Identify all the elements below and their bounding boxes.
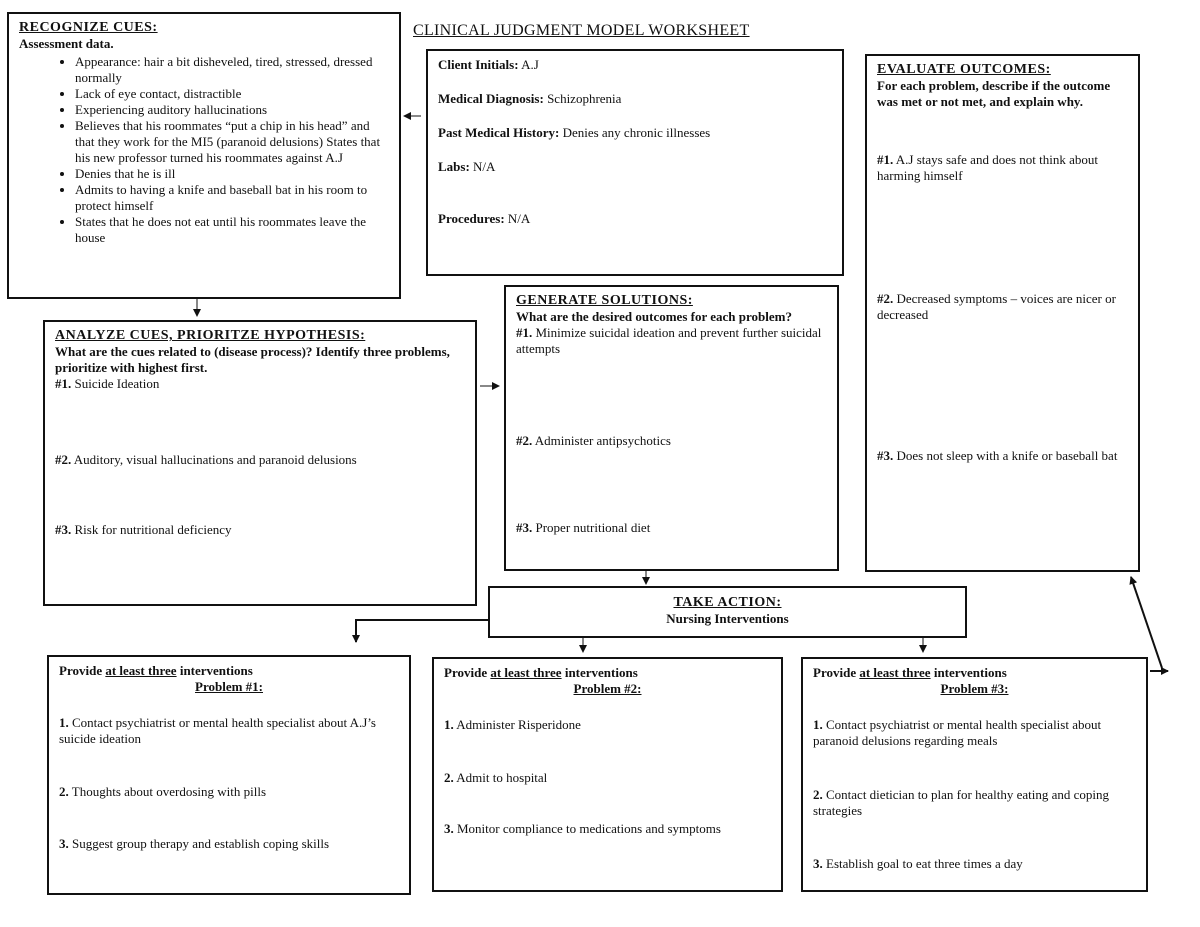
- analyze-item-3: [55, 522, 465, 538]
- intervention-item: [444, 717, 771, 733]
- page-title: CLINICAL JUDGMENT MODEL WORKSHEET: [413, 22, 750, 39]
- list-item: • Admits to having a knife and baseball bat in his room to protect himself: [75, 182, 389, 214]
- item-number: #1.: [877, 152, 894, 167]
- intervention-item: [813, 787, 1136, 819]
- item-text: Risk for nutritional deficiency: [74, 522, 232, 537]
- medical-diagnosis-row: [438, 91, 832, 107]
- assessment-list: [19, 54, 389, 246]
- item-text: Monitor compliance to medications and symptoms: [457, 821, 721, 836]
- item-number: 2.: [813, 787, 823, 802]
- analyze-question: What are the cues related to (disease process)? Identify three problems, prioritize with highest first.: [55, 344, 450, 375]
- item-number: #2.: [516, 433, 533, 448]
- item-text: Contact psychiatrist or mental health specialist about paranoid delusions regarding meals: [813, 717, 1102, 748]
- problem-3-box: [801, 657, 1148, 892]
- evaluate-item-1: [877, 152, 1128, 184]
- problem-intro: Provide at least three interventions: [813, 665, 1007, 680]
- item-text: Auditory, visual hallucinations and paranoid delusions: [73, 452, 357, 467]
- analyze-item-1: [55, 376, 465, 392]
- assessment-data-label: Assessment data.: [19, 36, 114, 51]
- medical-diagnosis-value: Schizophrenia: [547, 91, 622, 106]
- analyze-item-2: [55, 452, 465, 468]
- item-number: 3.: [444, 821, 454, 836]
- evaluate-outcomes-heading: EVALUATE OUTCOMES:: [877, 62, 1051, 77]
- take-action-heading: TAKE ACTION:: [673, 595, 782, 610]
- item-text: Proper nutritional diet: [535, 520, 651, 535]
- item-number: 1.: [59, 715, 69, 730]
- intervention-item: [59, 784, 399, 800]
- item-text: Thoughts about overdosing with pills: [71, 784, 267, 799]
- item-text: Administer antipsychotics: [534, 433, 671, 448]
- problem-1-box: [47, 655, 411, 895]
- item-text: Minimize suicidal ideation and prevent further suicidal attempts: [516, 325, 822, 356]
- procedures-value: N/A: [507, 211, 531, 226]
- item-number: 2.: [59, 784, 69, 799]
- item-number: 2.: [444, 770, 454, 785]
- item-text: Contact psychiatrist or mental health specialist about A.J’s suicide ideation: [59, 715, 376, 746]
- intervention-item: [444, 770, 771, 786]
- item-text: A.J stays safe and does not think about harming himself: [877, 152, 1098, 183]
- item-number: #3.: [516, 520, 533, 535]
- item-text: Suggest group therapy and establish coping skills: [72, 836, 330, 851]
- item-number: #2.: [877, 291, 894, 306]
- intervention-item: [59, 836, 399, 852]
- analyze-cues-heading: ANALYZE CUES, PRIORITZE HYPOTHESIS:: [55, 328, 366, 343]
- problem-title: Problem #3:: [940, 681, 1009, 696]
- generate-item-2: [516, 433, 827, 449]
- generate-item-3: [516, 520, 827, 536]
- list-item: • States that he does not eat until his roommates leave the house: [75, 214, 389, 246]
- item-number: #1.: [55, 376, 72, 391]
- item-text: Establish goal to eat three times a day: [826, 856, 1023, 871]
- client-info-box: [426, 49, 844, 276]
- item-number: #3.: [877, 448, 894, 463]
- item-number: #1.: [516, 325, 533, 340]
- problem-intro: Provide at least three interventions: [59, 663, 253, 678]
- item-text: Administer Risperidone: [456, 717, 581, 732]
- past-history-value: Denies any chronic illnesses: [562, 125, 711, 140]
- past-history-row: [438, 125, 832, 141]
- problem-title: Problem #1:: [195, 679, 263, 694]
- labs-label: Labs:: [438, 159, 470, 174]
- item-number: 1.: [444, 717, 454, 732]
- generate-item-1: [516, 325, 827, 357]
- item-text: Admit to hospital: [456, 770, 548, 785]
- take-action-box: [488, 586, 967, 638]
- problem-intro: Provide at least three interventions: [444, 665, 638, 680]
- intervention-item: [813, 856, 1136, 872]
- problem-title: Problem #2:: [573, 681, 642, 696]
- item-number: 1.: [813, 717, 823, 732]
- recognize-cues-heading: RECOGNIZE CUES:: [19, 20, 158, 35]
- item-text: Does not sleep with a knife or baseball bat: [896, 448, 1118, 463]
- client-initials-row: [438, 57, 832, 73]
- labs-value: N/A: [473, 159, 496, 174]
- item-number: 3.: [813, 856, 823, 871]
- list-item: • Experiencing auditory hallucinations: [75, 102, 389, 118]
- list-item: • Believes that his roommates “put a chip in his head” and that they work for the MI5 (paranoid delusions) States that his new professor turned his roommates against A.J: [75, 118, 389, 166]
- problem-2-box: [432, 657, 783, 892]
- procedures-label: Procedures:: [438, 211, 505, 226]
- item-text: Decreased symptoms – voices are nicer or decreased: [877, 291, 1116, 322]
- generate-question: What are the desired outcomes for each problem?: [516, 309, 792, 324]
- list-item: • Denies that he is ill: [75, 166, 389, 182]
- list-item: • Lack of eye contact, distractible: [75, 86, 389, 102]
- procedures-row: [438, 211, 832, 227]
- generate-solutions-box: [504, 285, 839, 571]
- item-number: #2.: [55, 452, 72, 467]
- item-number: #3.: [55, 522, 72, 537]
- labs-row: [438, 159, 832, 175]
- arrow-to-evaluate: [1131, 577, 1162, 668]
- evaluate-item-2: [877, 291, 1128, 323]
- list-item: • Appearance: hair a bit disheveled, tired, stressed, dressed normally: [75, 54, 389, 86]
- generate-solutions-heading: GENERATE SOLUTIONS:: [516, 293, 693, 308]
- client-initials-label: Client Initials:: [438, 57, 519, 72]
- client-initials-value: A.J: [521, 57, 539, 72]
- intervention-item: [444, 821, 771, 837]
- intervention-item: [813, 717, 1136, 749]
- item-text: Contact dietician to plan for healthy eating and coping strategies: [813, 787, 1110, 818]
- arrow-to-problem-1: [356, 620, 488, 642]
- evaluate-question: For each problem, describe if the outcome was met or not met, and explain why.: [877, 78, 1111, 109]
- item-number: 3.: [59, 836, 69, 851]
- medical-diagnosis-label: Medical Diagnosis:: [438, 91, 544, 106]
- evaluate-outcomes-box: [865, 54, 1140, 572]
- item-text: Suicide Ideation: [74, 376, 160, 391]
- intervention-item: [59, 715, 399, 747]
- analyze-cues-box: [43, 320, 477, 606]
- nursing-interventions-label: Nursing Interventions: [666, 611, 789, 626]
- past-history-label: Past Medical History:: [438, 125, 560, 140]
- evaluate-item-3: [877, 448, 1128, 464]
- recognize-cues-box: [7, 12, 401, 299]
